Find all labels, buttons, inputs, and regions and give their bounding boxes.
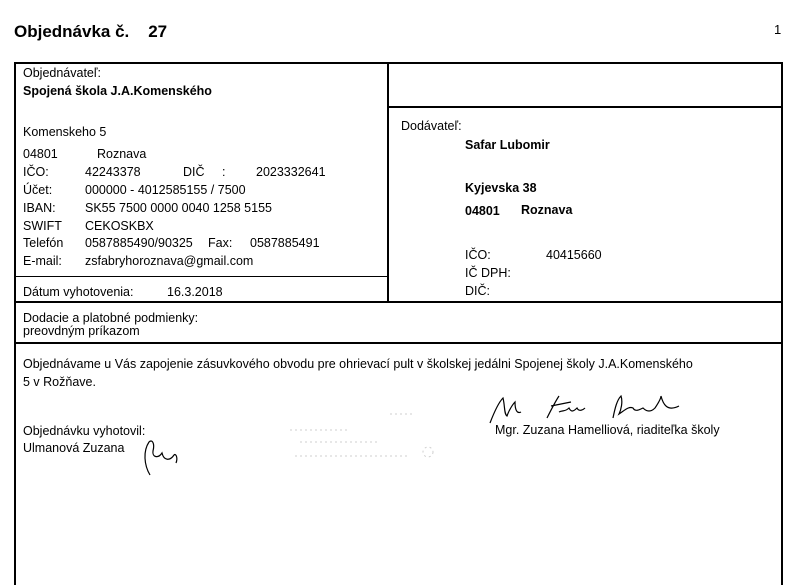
supplier-street: Kyjevska 38 <box>465 181 537 195</box>
buyer-name: Spojená škola J.A.Komenského <box>23 84 212 98</box>
page-number: 1 <box>774 22 782 37</box>
title-label: Objednávka č. <box>14 22 130 41</box>
section-line-2 <box>14 342 782 344</box>
buyer-ico-label: IČO: <box>23 165 49 179</box>
buyer-iban: SK55 7500 0000 0040 1258 5155 <box>85 201 272 215</box>
buyer-fax-label: Fax: <box>208 236 233 250</box>
supplier-heading: Dodávateľ: <box>401 119 462 133</box>
order-text-line-1: Objednávame u Vás zapojenie zásuvkového obvodu pre ohrievací pult v školskej jedálni Spojenej školy J.A.Komenského <box>23 357 693 371</box>
order-text-line-2: 5 v Rožňave. <box>23 375 96 389</box>
stamp-ghost <box>280 400 440 470</box>
date-label: Dátum vyhotovenia: <box>23 285 134 299</box>
buyer-heading: Objednávateľ: <box>23 66 102 80</box>
buyer-dic: 2023332641 <box>256 165 326 179</box>
buyer-swift-label: SWIFT <box>23 219 62 233</box>
issued-by-label: Objednávku vyhotovil: <box>23 424 146 438</box>
section-line-1 <box>14 301 782 303</box>
buyer-account-label: Účet: <box>23 183 53 197</box>
supplier-top-line <box>387 106 782 108</box>
terms-label: Dodacie a platobné podmienky: <box>23 311 199 325</box>
buyer-street: Komenskeho 5 <box>23 125 107 139</box>
buyer-phone-label: Telefón <box>23 236 64 250</box>
frame-right <box>781 62 783 585</box>
supplier-name: Safar Lubomir <box>465 138 550 152</box>
issued-by-name: Ulmanová Zuzana <box>23 441 125 455</box>
buyer-city: Roznava <box>97 147 147 161</box>
frame-left <box>14 62 16 585</box>
buyer-dic-separator: : <box>222 165 226 179</box>
director-signature <box>485 388 695 433</box>
buyer-supplier-divider <box>387 62 389 302</box>
page-title <box>14 22 167 42</box>
buyer-phone: 0587885490/90325 <box>85 236 193 250</box>
supplier-ico-label: IČO: <box>465 248 491 262</box>
buyer-zip: 04801 <box>23 147 58 161</box>
buyer-email-label: E-mail: <box>23 254 62 268</box>
buyer-email: zsfabryhoroznava@gmail.com <box>85 254 254 268</box>
supplier-dic-label: DIČ: <box>465 284 490 298</box>
buyer-account: 000000 - 4012585155 / 7500 <box>85 183 246 197</box>
director-signature-line: Mgr. Zuzana Hamelliová, riaditeľka školy <box>495 423 720 437</box>
issuer-signature <box>140 425 185 480</box>
supplier-icdph-label: IČ DPH: <box>465 266 511 280</box>
buyer-iban-label: IBAN: <box>23 201 56 215</box>
frame-top <box>14 62 782 64</box>
buyer-fax: 0587885491 <box>250 236 320 250</box>
buyer-date-line <box>14 276 388 277</box>
buyer-dic-label: DIČ <box>183 165 205 179</box>
buyer-swift: CEKOSKBX <box>85 219 154 233</box>
supplier-ico: 40415660 <box>546 248 602 262</box>
supplier-city: Roznava <box>521 203 573 217</box>
supplier-zip: 04801 <box>465 204 500 218</box>
order-number: 27 <box>148 22 168 41</box>
buyer-ico: 42243378 <box>85 165 141 179</box>
date-value: 16.3.2018 <box>167 285 223 299</box>
terms-value: preovdným príkazom <box>23 324 140 338</box>
